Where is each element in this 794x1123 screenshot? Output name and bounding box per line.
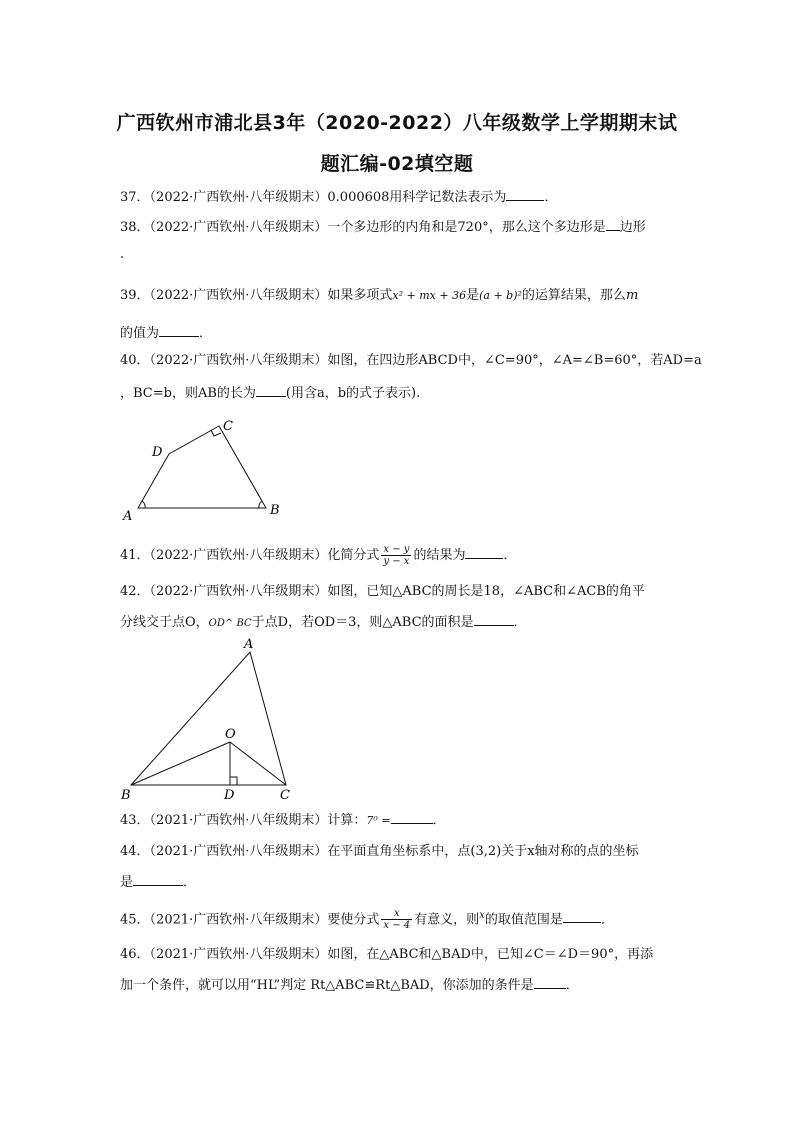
question-39-cont [120, 324, 680, 343]
fraction [381, 908, 412, 931]
question-end: ． [199, 326, 213, 341]
question-number: 45． [120, 912, 150, 928]
question-42-cont [120, 613, 680, 633]
label-a: A [123, 509, 133, 524]
question-text: 要使分式 [327, 912, 380, 928]
question-end: ． [544, 190, 558, 205]
quadrilateral-abcd [138, 426, 266, 508]
quadrilateral-figure [115, 412, 295, 527]
question-source: （2021·广西钦州·八年级期末） [149, 947, 328, 962]
question-text: ，BC=b，则AB的长为 [120, 386, 256, 401]
question-number: 39． [120, 288, 150, 303]
question-38 [120, 218, 680, 237]
question-39 [120, 287, 680, 305]
question-37 [120, 188, 680, 207]
right-angle-mark-d [230, 777, 237, 785]
question-41 [120, 544, 680, 567]
question-text: 分线交于点O， [120, 615, 209, 630]
question-text: 如果多项式 [327, 288, 393, 303]
right-angle-mark-c [211, 430, 221, 436]
question-46-cont [120, 976, 680, 995]
question-44 [120, 843, 680, 861]
question-text: 如图，已知△ABC的周长是18，∠ABC和∠ACB的角平 [327, 584, 645, 599]
answer-blank[interactable] [606, 218, 620, 231]
question-number: 41． [120, 548, 150, 563]
page-title: 广西钦州市浦北县3年（2020-2022）八年级数学上学期期末试 [116, 112, 678, 134]
question-44-cont [120, 873, 680, 892]
label-c: C [223, 419, 233, 434]
page-title-line2: 题汇编-02填空题 [320, 153, 474, 175]
question-text: 的取值范围是 [484, 912, 563, 928]
question-text: 的运算结果，那么 [521, 288, 626, 303]
label-b: B [270, 503, 280, 518]
power-expression: 7⁰ = [366, 814, 391, 827]
question-number: 40． [120, 353, 150, 368]
fraction-denominator: x − 4 [383, 920, 411, 932]
angle-mark-b [259, 501, 262, 508]
triangle-abc [131, 652, 286, 785]
question-40-cont [120, 384, 680, 403]
answer-blank[interactable] [506, 188, 544, 201]
fraction [381, 544, 411, 567]
question-suffix: 边形 [619, 220, 646, 235]
question-text: 是 [466, 288, 480, 303]
question-text: (用含a，b的式子表示). [285, 386, 421, 401]
question-text: 的值为 [120, 326, 160, 341]
answer-blank[interactable] [465, 546, 503, 559]
fraction-numerator: x − y [383, 544, 410, 555]
question-text: 计算： [327, 813, 367, 828]
answer-blank[interactable] [133, 873, 183, 886]
segment-oc [230, 742, 286, 785]
fraction-numerator: x [381, 908, 412, 920]
question-source: （2022·广西钦州·八年级期末） [149, 190, 328, 205]
question-source: （2022·广西钦州·八年级期末） [149, 584, 328, 599]
question-source: （2022·广西钦州·八年级期末） [149, 288, 328, 303]
question-number: 38． [120, 220, 150, 235]
question-text: 是 [120, 875, 134, 890]
square-expression: (a + b)² [479, 289, 522, 302]
question-number: 44． [120, 844, 150, 859]
angle-mark-a [142, 501, 145, 508]
label-b: B [121, 788, 131, 803]
question-text: 化简分式 [327, 548, 380, 563]
answer-blank[interactable] [474, 613, 514, 626]
answer-blank[interactable] [563, 910, 601, 923]
question-continuation: . [120, 247, 125, 262]
label-a: A [244, 638, 254, 652]
question-text: 0.000608用科学记数法表示为 [327, 190, 507, 205]
question-end: ． [600, 912, 614, 928]
question-source: （2022·广西钦州·八年级期末） [149, 220, 328, 235]
question-end: ． [183, 875, 197, 890]
question-number: 46． [120, 947, 150, 962]
question-number: 37． [120, 190, 150, 205]
label-d: D [152, 445, 163, 460]
question-number: 42． [120, 584, 150, 599]
question-text: 加一个条件，就可以用“HL”判定 Rt△ABC≌Rt△BAD，你添加的条件是 [120, 978, 534, 993]
variable: x [479, 910, 485, 921]
answer-blank[interactable] [159, 324, 199, 337]
answer-blank[interactable] [391, 811, 433, 824]
question-text: 的结果为 [413, 548, 466, 563]
segment-ob [131, 742, 230, 785]
label-d: D [224, 788, 235, 803]
label-o: O [225, 727, 236, 742]
question-text: 有意义，则 [414, 912, 480, 928]
question-end: ． [503, 548, 517, 563]
question-text: 如图，在四边形ABCD中，∠C=90°，∠A=∠B=60°，若AD=a [327, 353, 702, 368]
label-c: C [280, 788, 290, 803]
question-source: （2021·广西钦州·八年级期末） [149, 912, 328, 928]
fraction-denominator: y − x [383, 556, 410, 567]
question-40 [120, 352, 702, 370]
answer-blank[interactable] [534, 976, 566, 989]
question-source: （2021·广西钦州·八年级期末） [149, 813, 328, 828]
perpendicular-expression: OD^ BC [208, 618, 252, 629]
question-text: 于点D，若OD＝3，则△ABC的面积是 [251, 615, 474, 630]
question-source: （2021·广西钦州·八年级期末） [149, 844, 328, 859]
question-38-cont [120, 246, 680, 264]
question-text: 在平面直角坐标系中，点(3,2)关于x轴对称的点的坐标 [327, 844, 639, 859]
question-source: （2022·广西钦州·八年级期末） [149, 353, 328, 368]
question-46 [120, 946, 680, 964]
question-end: ． [432, 813, 446, 828]
triangle-figure [115, 638, 305, 808]
question-43 [120, 811, 680, 830]
polynomial-expression: x² + mx + 36 [392, 289, 467, 302]
question-text: 一个多边形的内角和是720°，那么这个多边形是 [327, 220, 606, 235]
question-text: 如图，在△ABC和△BAD中，已知∠C＝∠D＝90°，再添 [327, 947, 654, 962]
answer-blank[interactable] [256, 384, 286, 397]
variable: m [625, 288, 639, 303]
question-source: （2022·广西钦州·八年级期末） [149, 548, 328, 563]
question-end: ． [565, 978, 579, 993]
question-number: 43． [120, 813, 150, 828]
question-45 [120, 907, 680, 931]
question-end: ． [513, 615, 527, 630]
question-42 [120, 583, 680, 601]
